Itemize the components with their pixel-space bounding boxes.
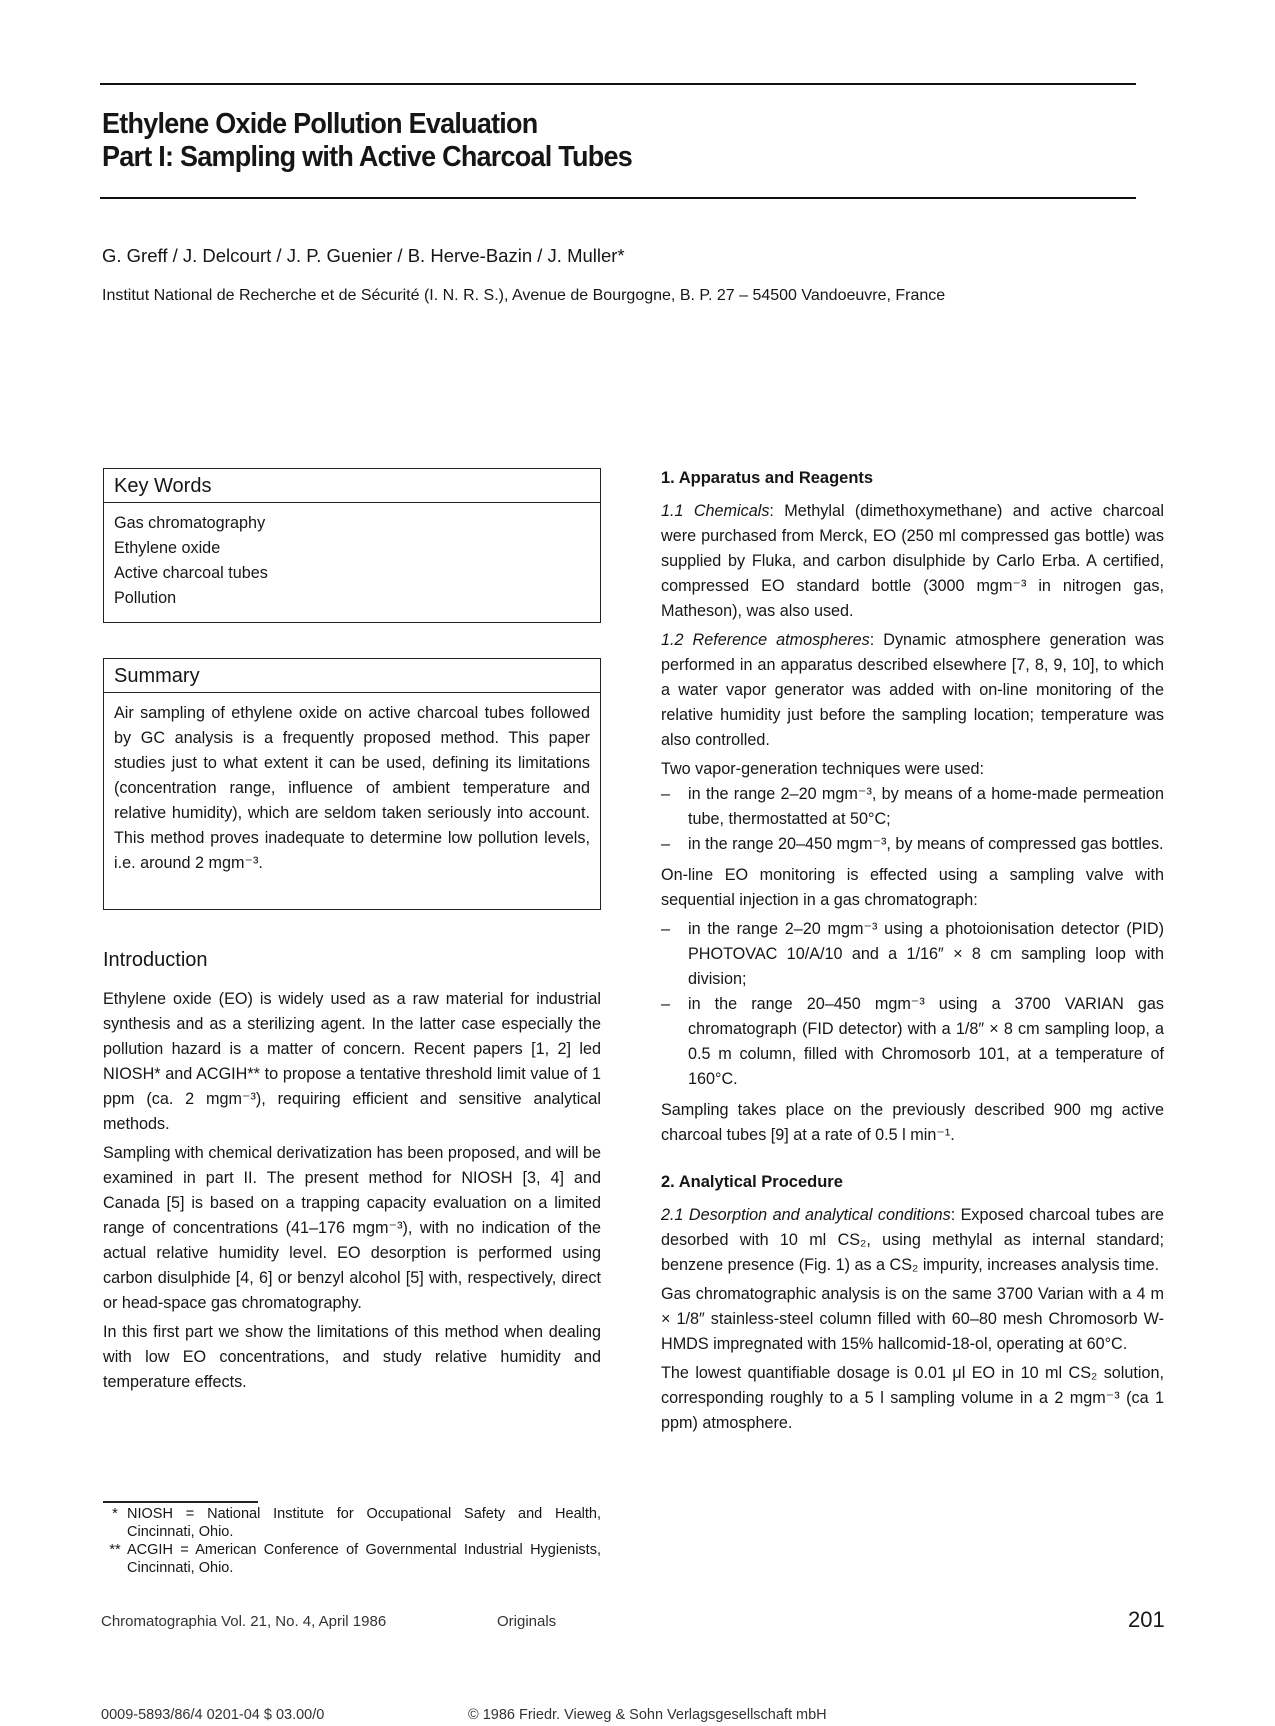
authors: G. Greff / J. Delcourt / J. P. Guenier / B. Herve-Bazin / J. Muller* bbox=[102, 245, 625, 266]
intro-paragraph: Ethylene oxide (EO) is widely used as a raw material for industrial synthesis and as a sterilizing agent. In the latter case especially the pollution hazard is a matter of concern. Recent papers [1, 2] led NIOSH* and ACGIH** to propose a tentative threshold limit value of 1 ppm (ca. 2 mgm⁻³), requiring efficient and sensitive analytical methods. bbox=[103, 990, 601, 1133]
keyword: Ethylene oxide bbox=[114, 539, 221, 557]
reference-label: 1.2 Reference atmospheres bbox=[661, 631, 870, 649]
footnote-mark: ** bbox=[109, 1542, 121, 1558]
list-item-text: in the range 20–450 mgm⁻³, by means of compressed gas bottles. bbox=[688, 835, 1164, 853]
copyright: © 1986 Friedr. Vieweg & Sohn Verlagsgesellschaft mbH bbox=[468, 1707, 827, 1723]
introduction-heading: Introduction bbox=[103, 949, 208, 971]
reference-paragraph bbox=[661, 628, 1164, 753]
list-item: – in the range 20–450 mgm⁻³ using a 3700 VARIAN gas chromatograph (FID detector) with a 1/8″ × 8 cm sampling loop, a 0.5 m column, filled with Chromosorb 101, at a temperature of 160°C. bbox=[661, 992, 1164, 1092]
chemicals-label: 1.1 Chemicals bbox=[661, 502, 770, 520]
lowest-dosage-paragraph: The lowest quantifiable dosage is 0.01 μl EO in 10 ml CS₂ solution, corresponding roughly to a 5 l sampling volume in a 2 mgm⁻³ (ca 1 ppm) atmosphere. bbox=[661, 1364, 1164, 1432]
right-column bbox=[661, 466, 1164, 1440]
intro-paragraph: Sampling with chemical derivatization has been proposed, and will be examined in part II. The present method for NIOSH [3, 4] and Canada [5] is based on a trapping capacity evaluation on a limited range of concentrations (41–176 mgm⁻³), with no indication of the actual relative humidity level. EO desorption is performed using carbon disulphide [4, 6] or benzyl alcohol [5] with, respectively, direct or head-space gas chromatography. bbox=[103, 1144, 601, 1312]
summary-heading: Summary bbox=[104, 659, 600, 693]
section-label: Originals bbox=[497, 1613, 557, 1630]
keyword: Active charcoal tubes bbox=[114, 564, 268, 582]
list-item-text: in the range 2–20 mgm⁻³, by means of a home-made permeation tube, thermostatted at 50°C; bbox=[688, 785, 1164, 828]
chemicals-paragraph bbox=[661, 499, 1164, 624]
footnote bbox=[103, 1505, 601, 1541]
top-rule bbox=[100, 83, 1136, 85]
affiliation: Institut National de Recherche et de Sécurité (I. N. R. S.), Avenue de Bourgogne, B. P. 27 – 54500 Vandoeuvre, France bbox=[102, 287, 946, 304]
techniques-intro: Two vapor-generation techniques were used: bbox=[661, 760, 985, 778]
intro-paragraph: In this first part we show the limitations of this method when dealing with low EO concentrations, and study relative humidity and temperature effects. bbox=[103, 1323, 601, 1391]
summary-text: Air sampling of ethylene oxide on active charcoal tubes followed by GC analysis is a frequently proposed method. This paper studies just to what extent it can be used, defining its limitations (concentration range, influence of ambient temperature and relative humidity), which are seldom taken seriously into account. This method proves inadequate to determine low pollution levels, i.e. around 2 mgm⁻³. bbox=[114, 704, 590, 872]
page-number: 201 bbox=[1128, 1607, 1165, 1632]
list-item-text: in the range 20–450 mgm⁻³ using a 3700 VARIAN gas chromatograph (FID detector) with a 1/8″ × 8 cm sampling loop, a 0.5 m column, filled with Chromosorb 101, at a temperature of 160°C. bbox=[688, 995, 1164, 1088]
article-code: 0009-5893/86/4 0201-04 $ 03.00/0 bbox=[101, 1707, 325, 1723]
footnote-text: NIOSH = National Institute for Occupational Safety and Health, Cincinnati, Ohio. bbox=[127, 1506, 601, 1540]
desorption-text: : Exposed charcoal tubes are desorbed with 10 ml CS₂, using methylal as internal standard; benzene presence (Fig. 1) as a CS₂ impurity, increases analysis time. bbox=[661, 1206, 1164, 1274]
desorption-paragraph bbox=[661, 1203, 1164, 1278]
footnote-text: ACGIH = American Conference of Governmental Industrial Hygienists, Cincinnati, Ohio. bbox=[127, 1542, 601, 1576]
title-line-2: Part I: Sampling with Active Charcoal Tubes bbox=[102, 141, 632, 173]
summary-box bbox=[103, 658, 601, 910]
page-title bbox=[102, 108, 632, 174]
footnote bbox=[103, 1541, 601, 1577]
chemicals-text: : Methylal (dimethoxymethane) and active charcoal were purchased from Merck, EO (250 ml compressed gas bottle) was supplied by Fluka, and carbon disulphide by Carlo Erba. A certified, compressed EO standard bottle (3000 mgm⁻³ in nitrogen gas, Matheson), was also used. bbox=[661, 502, 1164, 620]
list-item-text: in the range 2–20 mgm⁻³ using a photoionisation detector (PID) PHOTOVAC 10/A/10 and a 1/16″ × 8 cm sampling loop with division; bbox=[688, 920, 1164, 988]
title-line-1: Ethylene Oxide Pollution Evaluation bbox=[102, 108, 538, 140]
section2-heading: 2. Analytical Procedure bbox=[661, 1173, 843, 1191]
desorption-label: 2.1 Desorption and analytical conditions bbox=[661, 1206, 951, 1224]
gc-paragraph: Gas chromatographic analysis is on the same 3700 Varian with a 4 m × 1/8″ stainless-steel column filled with 60–80 mesh Chromosorb W-HMDS impregnated with 15% hallcomid-18-ol, operating at 60°C. bbox=[661, 1285, 1164, 1353]
keyword: Gas chromatography bbox=[114, 514, 266, 532]
footnotes bbox=[103, 1505, 601, 1577]
list-item: – in the range 2–20 mgm⁻³ using a photoionisation detector (PID) PHOTOVAC 10/A/10 and a 1/16″ × 8 cm sampling loop with division; bbox=[661, 917, 1164, 992]
sampling-paragraph: Sampling takes place on the previously described 900 mg active charcoal tubes [9] at a rate of 0.5 l min⁻¹. bbox=[661, 1101, 1164, 1144]
title-rule bbox=[100, 197, 1136, 199]
list-item: – in the range 2–20 mgm⁻³, by means of a home-made permeation tube, thermostatted at 50°C; bbox=[661, 782, 1164, 832]
keywords-box bbox=[103, 468, 601, 623]
keywords-heading: Key Words bbox=[104, 469, 600, 503]
reference-text: : Dynamic atmosphere generation was performed in an apparatus described elsewhere [7, 8, 9, 10], to which a water vapor generator was added with on-line monitoring of the relative humidity just before the sampling location; temperature was also controlled. bbox=[661, 631, 1164, 749]
footnote-mark: * bbox=[112, 1506, 118, 1522]
keyword: Pollution bbox=[114, 589, 177, 607]
monitoring-intro: On-line EO monitoring is effected using a sampling valve with sequential injection in a gas chromatograph: bbox=[661, 866, 1164, 909]
list-item: – in the range 20–450 mgm⁻³, by means of compressed gas bottles. bbox=[661, 832, 1164, 857]
introduction-section bbox=[103, 948, 601, 1399]
section1-heading: 1. Apparatus and Reagents bbox=[661, 469, 874, 487]
footnote-rule bbox=[103, 1501, 258, 1503]
journal-citation: Chromatographia Vol. 21, No. 4, April 1986 bbox=[101, 1613, 387, 1630]
